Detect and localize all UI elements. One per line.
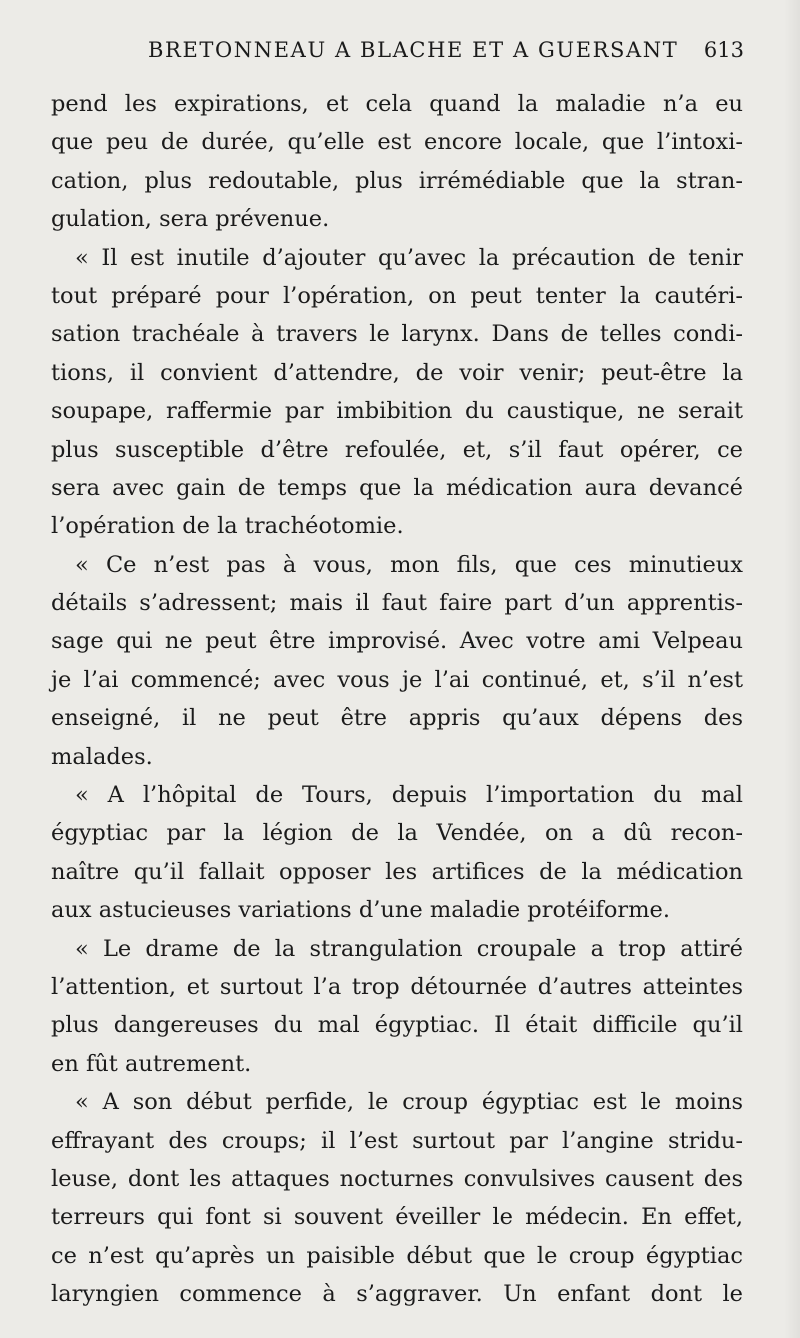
text-line: plus susceptible d’être refoulée, et, s’il faut opérer, ce xyxy=(51,436,743,463)
text-line: malades. xyxy=(51,743,153,770)
text-line: tions, il convient d’attendre, de voir venir; peut-être la xyxy=(51,359,743,386)
text-line: laryngien commence à s’aggraver. Un enfant dont le xyxy=(51,1281,743,1308)
text-line: « Ce n’est pas à vous, mon fils, que ces minutieux xyxy=(75,551,743,578)
text-line: l’attention, et surtout l’a trop détournée d’autres atteintes xyxy=(51,973,743,1000)
text-line: ce n’est qu’après un paisible début que le croup égyptiac xyxy=(51,1242,743,1269)
text-line: tout préparé pour l’opération, on peut tenter la cautéri- xyxy=(51,282,743,309)
text-line: « Il est inutile d’ajouter qu’avec la précaution de tenir xyxy=(75,244,743,271)
text-line: je l’ai commencé; avec vous je l’ai continué, et, s’il n’est xyxy=(51,666,743,693)
text-line: gulation, sera prévenue. xyxy=(51,206,330,233)
text-line: « A l’hôpital de Tours, depuis l’importation du mal xyxy=(75,782,743,809)
text-line: cation, plus redoutable, plus irrémédiable que la stran- xyxy=(51,167,743,194)
text-line: que peu de durée, qu’elle est encore locale, que l’intoxi- xyxy=(51,129,743,156)
text-line: enseigné, il ne peut être appris qu’aux dépens des xyxy=(51,705,743,732)
running-head: BRETONNEAU A BLACHE ET A GUERSANT xyxy=(148,38,679,62)
text-line: sera avec gain de temps que la médication aura devancé xyxy=(51,474,743,501)
text-line: sation trachéale à travers le larynx. Dans de telles condi- xyxy=(51,321,743,348)
text-line: pend les expirations, et cela quand la maladie n’a eu xyxy=(51,91,743,117)
text-line: l’opération de la trachéotomie. xyxy=(51,513,404,540)
text-line: égyptiac par la légion de la Vendée, on a dû recon- xyxy=(51,820,743,847)
text-line: plus dangereuses du mal égyptiac. Il était difficile qu’il xyxy=(51,1012,743,1039)
text-line: naître qu’il fallait opposer les artifices de la médication xyxy=(51,858,743,885)
text-line: aux astucieuses variations d’une maladie protéiforme. xyxy=(51,897,670,924)
page-edge-shadow xyxy=(784,0,800,1338)
text-line: effrayant des croups; il l’est surtout par l’angine stridu- xyxy=(51,1127,743,1154)
text-line: terreurs qui font si souvent éveiller le médecin. En effet, xyxy=(51,1204,743,1231)
text-line: leuse, dont les attaques nocturnes convulsives causent des xyxy=(51,1165,743,1192)
text-line: en fût autrement. xyxy=(51,1050,252,1077)
text-line: « A son début perfide, le croup égyptiac est le moins xyxy=(75,1089,743,1116)
text-line: détails s’adressent; mais il faut faire part d’un apprentis- xyxy=(51,590,743,617)
page-number: 613 xyxy=(703,38,744,62)
text-line: « Le drame de la strangulation croupale a trop attiré xyxy=(75,935,743,962)
text-line: sage qui ne peut être improvisé. Avec votre ami Velpeau xyxy=(51,628,743,655)
body-text xyxy=(51,85,743,1314)
text-line: soupape, raffermie par imbibition du caustique, ne serait xyxy=(51,398,743,425)
